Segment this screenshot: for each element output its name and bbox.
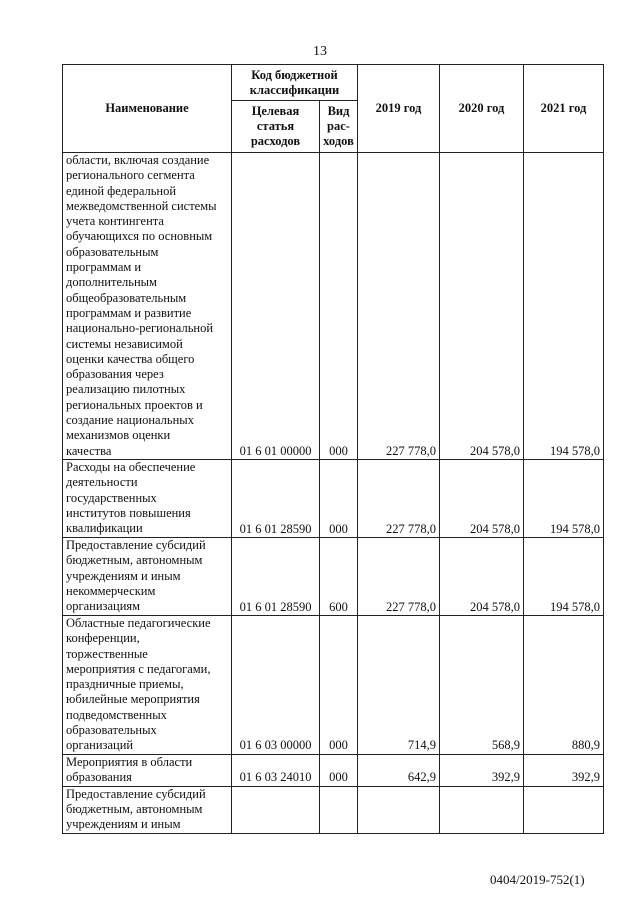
row-expense-type [320,786,358,833]
row-name: Предоставление субсидий бюджетным, автономным учреждениям и иным [63,786,232,833]
row-name: области, включая создание регионального сегмента единой федеральной межведомственной системы учета контингента обучающихся по основным образовательным программам и дополнительным общеобразовательным программам и развитие национально-региональной системы независимой оценки качества общего образования через реализацию пилотных региональных проектов и создание национальных механизмов оценки качества [63,153,232,460]
header-budget-code: Код бюджетной классификации [232,65,358,101]
row-2021: 194 578,0 [524,459,604,537]
table-row [63,537,604,615]
row-2019: 227 778,0 [358,459,440,537]
row-2020: 392,9 [440,754,524,786]
row-2021 [524,786,604,833]
row-2021: 392,9 [524,754,604,786]
row-code [232,786,320,833]
row-2019: 227 778,0 [358,153,440,460]
row-2019 [358,786,440,833]
row-2020: 204 578,0 [440,153,524,460]
row-2021: 194 578,0 [524,153,604,460]
row-2020 [440,786,524,833]
row-2020: 204 578,0 [440,459,524,537]
row-code: 01 6 03 24010 [232,754,320,786]
row-2021: 880,9 [524,615,604,754]
row-code: 01 6 01 28590 [232,459,320,537]
page-number: 13 [313,44,327,59]
row-2020: 568,9 [440,615,524,754]
row-code: 01 6 01 28590 [232,537,320,615]
row-expense-type: 000 [320,615,358,754]
row-expense-type: 000 [320,153,358,460]
header-name: Наименование [63,65,232,153]
row-2020: 204 578,0 [440,537,524,615]
row-expense-type: 000 [320,459,358,537]
table-row [63,786,604,833]
table-row [63,615,604,754]
budget-table [62,64,604,834]
table-row [63,459,604,537]
row-2019: 642,9 [358,754,440,786]
document-code: 0404/2019-752(1) [490,872,585,887]
row-2019: 714,9 [358,615,440,754]
row-name: Областные педагогические конференции, торжественные мероприятия с педагогами, праздничные приемы, юбилейные мероприятия подведомственных образовательных организаций [63,615,232,754]
row-expense-type: 000 [320,754,358,786]
header-2021: 2021 год [524,65,604,153]
row-name: Предоставление субсидий бюджетным, автономным учреждениям и иным некоммерческим организациям [63,537,232,615]
header-expense-type: Вид рас- ходов [320,101,358,153]
table-row [63,754,604,786]
header-target-article: Целевая статья расходов [232,101,320,153]
row-code: 01 6 01 00000 [232,153,320,460]
row-code: 01 6 03 00000 [232,615,320,754]
row-2019: 227 778,0 [358,537,440,615]
row-name: Мероприятия в области образования [63,754,232,786]
header-2020: 2020 год [440,65,524,153]
row-expense-type: 600 [320,537,358,615]
row-2021: 194 578,0 [524,537,604,615]
table-row [63,153,604,460]
row-name: Расходы на обеспечение деятельности государственных институтов повышения квалификации [63,459,232,537]
header-2019: 2019 год [358,65,440,153]
